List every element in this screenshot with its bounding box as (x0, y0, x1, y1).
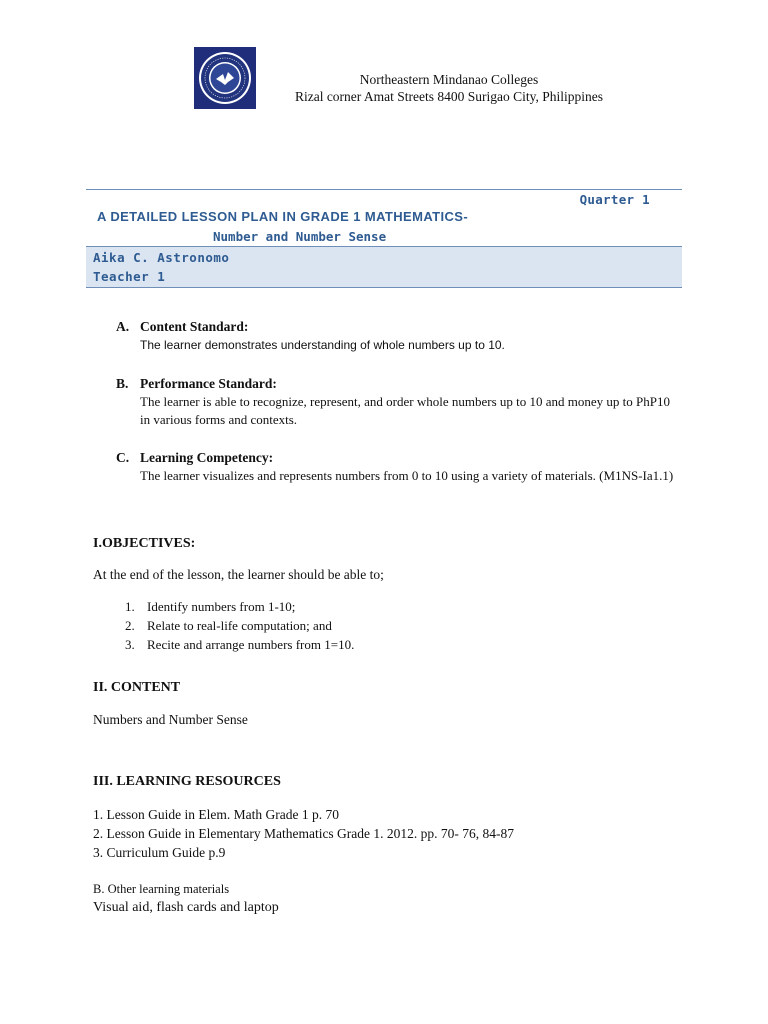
title-divider (86, 189, 682, 190)
list-item: 2. Relate to real-life computation; and (125, 618, 332, 633)
standard-body: The learner visualizes and represents numbers from 0 to 10 using a variety of materials. (M1NS-Ia1.1) (140, 468, 674, 483)
standard-body: The learner is able to recognize, represent, and order whole numbers up to 10 and money up to PhP10 in various forms and contexts. (140, 394, 670, 427)
lesson-title: A DETAILED LESSON PLAN IN GRADE 1 MATHEMATICS- (97, 209, 469, 224)
objectives-list (125, 597, 354, 654)
standard-body: The learner demonstrates understanding of whole numbers up to 10. (140, 338, 505, 352)
standard-heading: Content Standard: (140, 319, 249, 334)
list-item: 1. Identify numbers from 1-10; (125, 599, 296, 614)
list-item: 1. Lesson Guide in Elem. Math Grade 1 p. 70 (93, 807, 339, 822)
other-materials-label: B. Other learning materials (93, 882, 230, 896)
quarter-label: Quarter 1 (579, 192, 650, 207)
standard-letter: B. (116, 376, 129, 391)
author-name: Aika C. Astronomo (93, 250, 230, 265)
content-text: Numbers and Number Sense (93, 712, 248, 727)
objectives-heading: I.OBJECTIVES: (93, 536, 196, 551)
institution-address: Rizal corner Amat Streets 8400 Surigao City, Philippines (294, 89, 604, 104)
content-heading: II. CONTENT (93, 680, 181, 695)
learning-competency (116, 449, 676, 485)
author-band (86, 246, 682, 288)
objectives-intro: At the end of the lesson, the learner should be able to; (93, 567, 384, 582)
other-materials-text: Visual aid, flash cards and laptop (93, 900, 279, 915)
college-logo (194, 47, 256, 109)
list-item: 2. Lesson Guide in Elementary Mathematics Grade 1. 2012. pp. 70- 76, 84-87 (93, 826, 515, 841)
list-item: 3. Recite and arrange numbers from 1=10. (125, 637, 355, 652)
performance-standard (116, 375, 676, 429)
lesson-subtitle: Number and Number Sense (213, 229, 387, 244)
standard-letter: A. (116, 319, 130, 334)
institution-name: Northeastern Mindanao Colleges (359, 72, 539, 87)
standard-heading: Learning Competency: (140, 450, 274, 465)
list-item: 3. Curriculum Guide p.9 (93, 845, 226, 860)
author-role: Teacher 1 (93, 269, 166, 284)
standard-heading: Performance Standard: (140, 376, 277, 391)
resources-heading: III. LEARNING RESOURCES (93, 774, 281, 789)
institution-header (270, 71, 628, 105)
standard-letter: C. (116, 450, 130, 465)
resources-list (93, 805, 514, 862)
content-standard (116, 318, 676, 354)
